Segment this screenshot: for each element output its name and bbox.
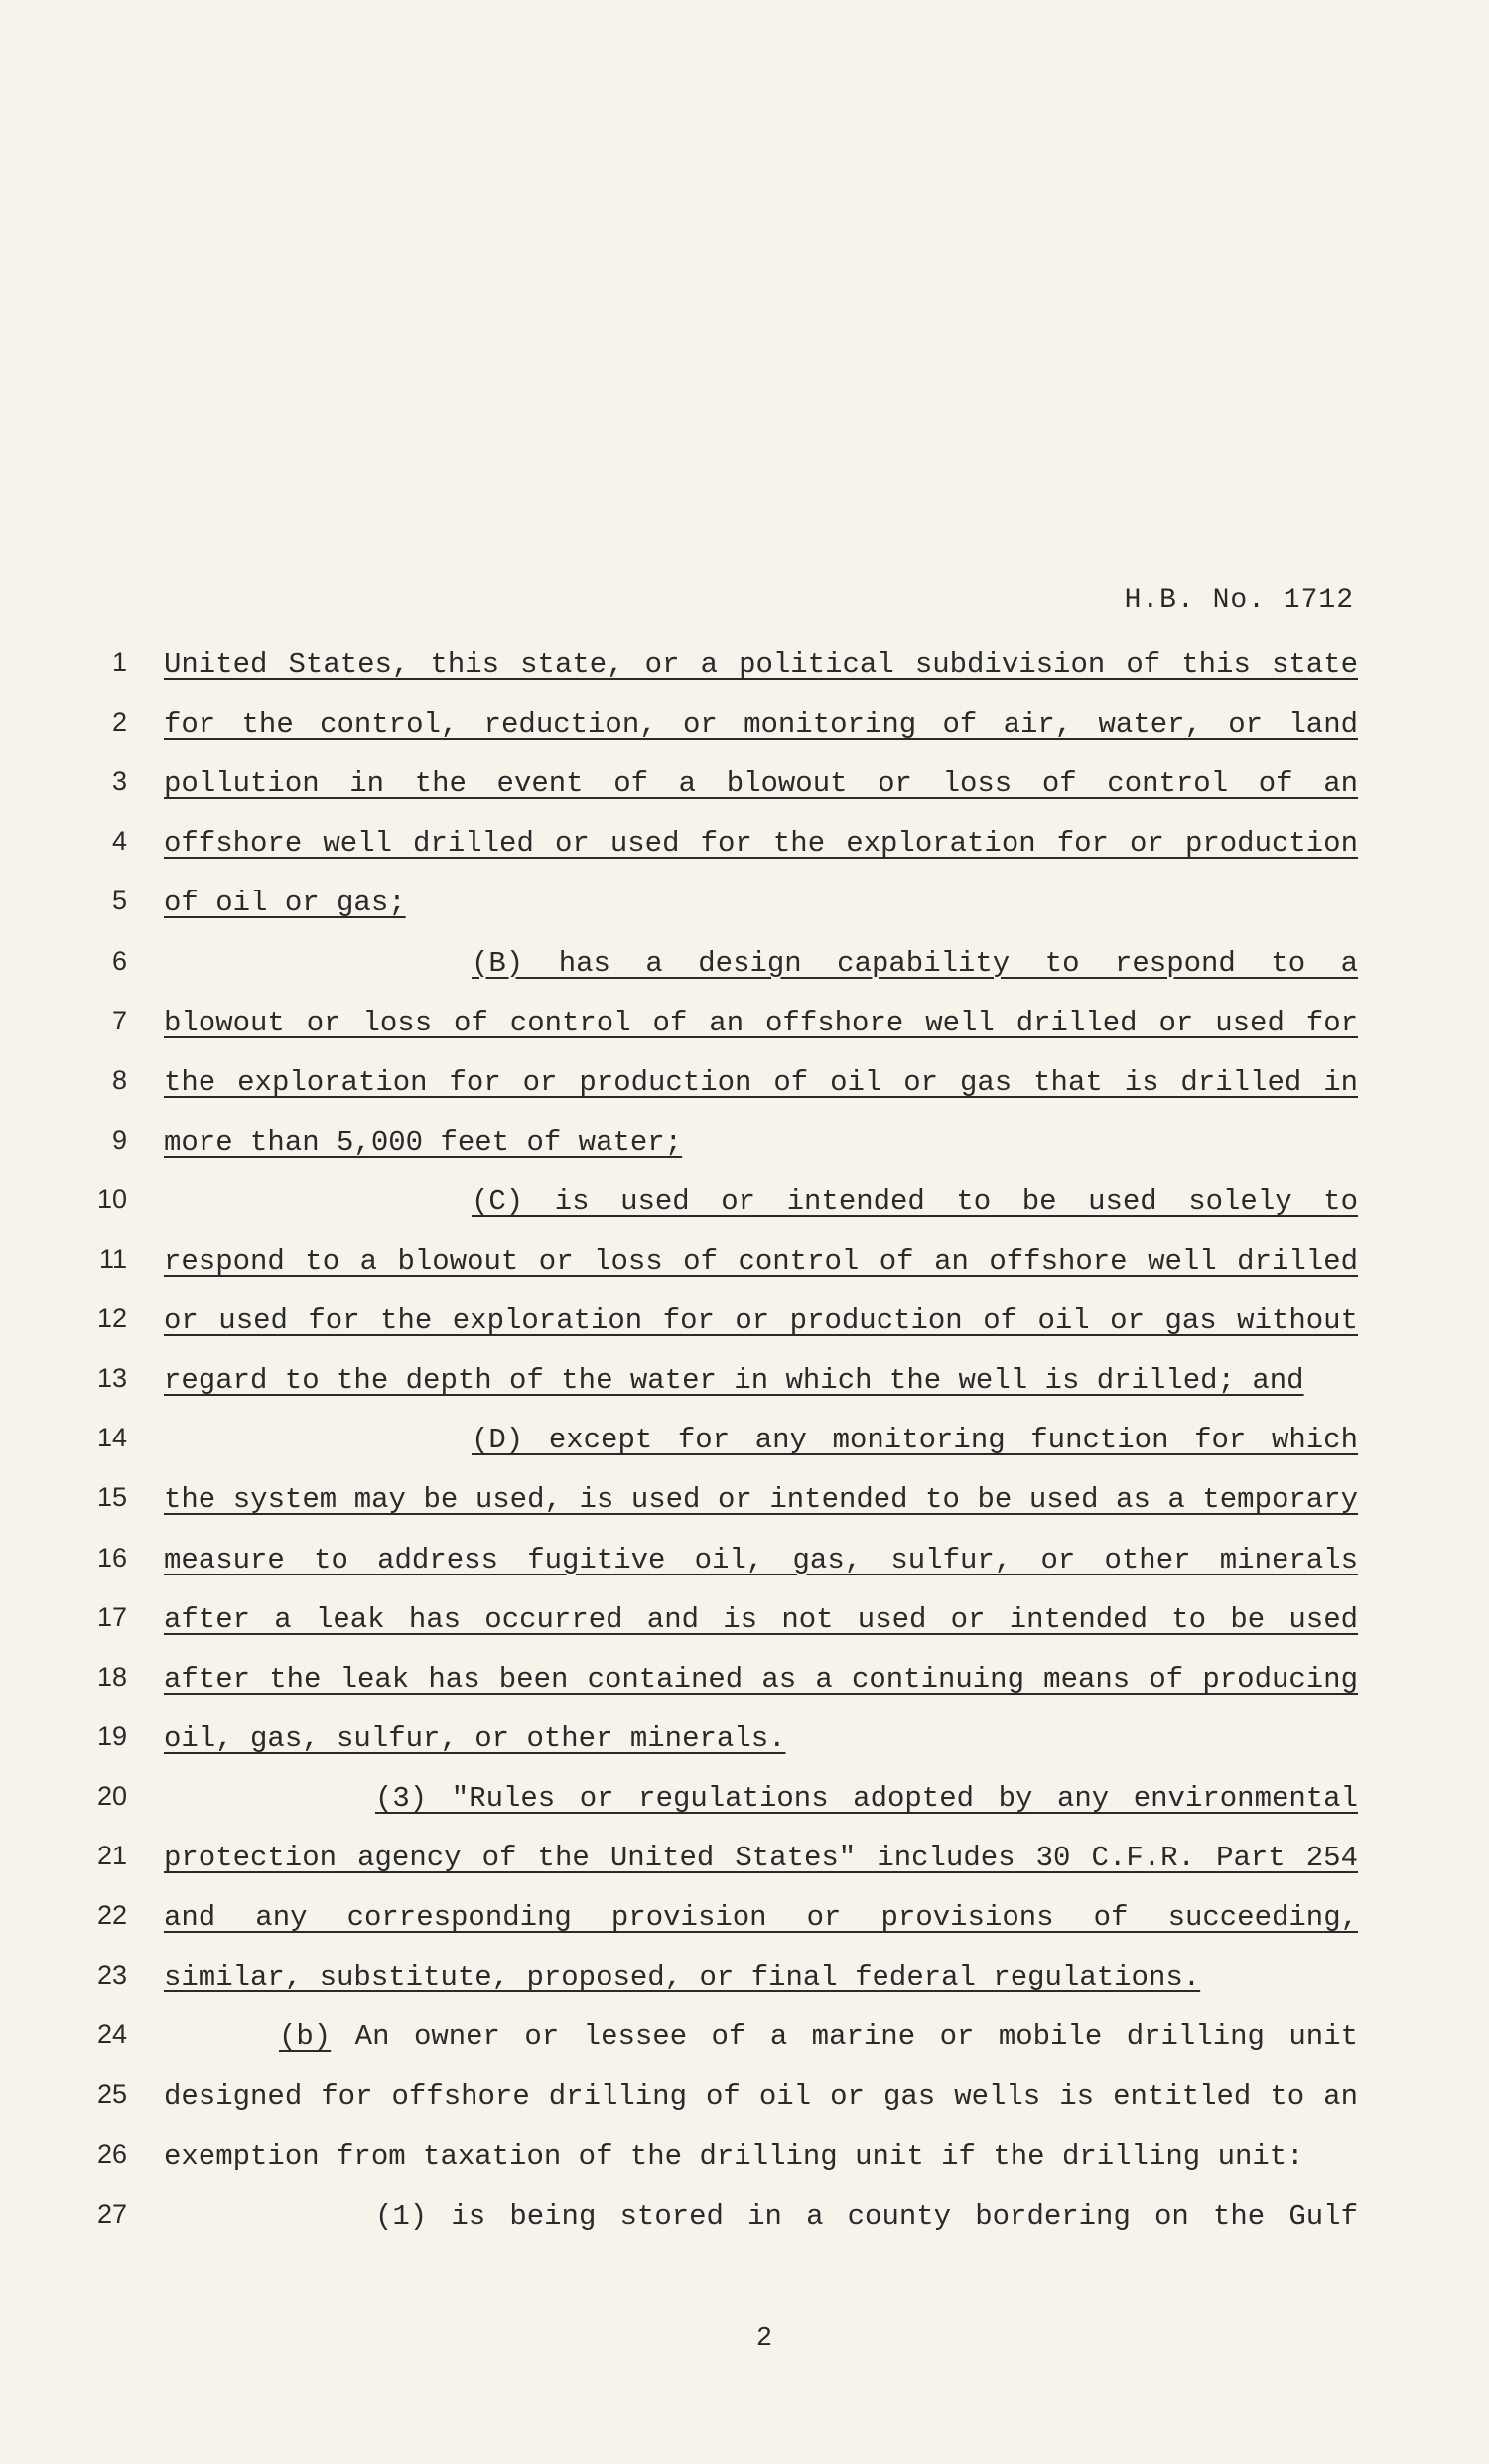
line-number: 1 [111,647,127,677]
line-text: oil, gas, sulfur, or other minerals. [164,1721,786,1755]
line-text: the exploration for or production of oil or gas that is drilled in [164,1065,1358,1099]
line-text: respond to a blowout or loss of control of an offshore well drilled [164,1245,1358,1278]
line-number: 5 [111,886,127,916]
line-text: pollution in the event of a blowout or loss of control of an [164,767,1358,801]
line-text: (D) except for any monitoring function for which [472,1424,1358,1457]
line-number: 24 [96,2019,127,2050]
line-text: the system may be used, is used or intended to be used as a temporary [164,1483,1358,1517]
bill-line [0,1065,1489,1115]
line-text: (b) An owner or lessee of a marine or mobile drilling unit [279,2020,1358,2054]
line-number: 4 [111,826,127,857]
bill-line [0,1841,1489,1890]
bill-line [0,1900,1489,1950]
line-number: 23 [96,1960,127,1990]
line-text: measure to address fugitive oil, gas, sulfur, or other minerals [164,1543,1358,1576]
page-number: 2 [755,2324,773,2354]
bill-line [0,946,1489,996]
bill-line [0,1184,1489,1234]
bill-line [0,1244,1489,1294]
bill-line [0,1781,1489,1831]
line-number: 16 [96,1542,127,1573]
line-text: (C) is used or intended to be used solely to [472,1184,1358,1218]
line-text: after a leak has occurred and is not used or intended to be used [164,1602,1358,1636]
bill-line [0,1363,1489,1413]
bill-number-header: H.B. No. 1712 [1124,585,1354,616]
line-number: 22 [96,1900,127,1931]
bill-line [0,766,1489,816]
line-text: (3) "Rules or regulations adopted by any environmental [375,1781,1358,1815]
line-text: and any corresponding provision or provisions of succeeding, [164,1901,1358,1935]
bill-line [0,1721,1489,1771]
line-number: 20 [96,1780,127,1811]
line-text: for the control, reduction, or monitoring of air, water, or land [164,708,1358,742]
line-text: regard to the depth of the water in which the well is drilled; and [164,1364,1304,1398]
bill-line [0,1543,1489,1592]
bill-line [0,2139,1489,2189]
bill-line [0,886,1489,935]
line-number: 2 [111,707,127,738]
line-text: exemption from taxation of the drilling unit if the drilling unit: [164,2139,1304,2173]
bill-line [0,1482,1489,1532]
line-number: 7 [111,1005,127,1035]
bill-line [0,1423,1489,1472]
line-number: 25 [96,2079,127,2110]
line-number: 18 [96,1661,127,1692]
bill-line [0,2079,1489,2128]
bill-line [0,2019,1489,2069]
line-number: 19 [96,1720,127,1751]
bill-line [0,1125,1489,1174]
bill-line [0,1662,1489,1711]
bill-line [0,1303,1489,1353]
bill-line [0,1006,1489,1055]
line-number: 9 [111,1124,127,1155]
bill-line [0,2199,1489,2249]
line-number: 8 [111,1064,127,1095]
line-text: similar, substitute, proposed, or final federal regulations. [164,1961,1201,1994]
line-text: more than 5,000 feet of water; [164,1125,683,1159]
line-text: designed for offshore drilling of oil or gas wells is entitled to an [164,2080,1358,2114]
bill-line [0,707,1489,756]
line-text: offshore well drilled or used for the exploration for or production [164,827,1358,861]
line-number: 26 [96,2138,127,2169]
line-text: United States, this state, or a political subdivision of this state [164,648,1358,681]
line-number: 21 [96,1841,127,1870]
line-text: (B) has a design capability to respond to a [472,946,1358,980]
line-number: 6 [111,945,127,976]
line-text: or used for the exploration for or production of oil or gas without [164,1304,1358,1338]
line-number: 10 [96,1183,127,1214]
line-number: 14 [96,1423,127,1453]
line-number: 27 [96,2198,127,2229]
bill-line [0,647,1489,697]
line-number: 17 [96,1601,127,1632]
line-text: blowout or loss of control of an offshore well drilled or used for [164,1006,1358,1039]
line-number: 13 [96,1363,127,1394]
line-text: of oil or gas; [164,887,406,920]
line-number: 3 [111,766,127,797]
bill-line [0,1960,1489,2009]
line-text: after the leak has been contained as a continuing means of producing [164,1662,1358,1696]
bill-line [0,1602,1489,1652]
bill-line [0,826,1489,876]
line-text: protection agency of the United States" includes 30 C.F.R. Part 254 [164,1842,1358,1874]
line-number: 15 [96,1482,127,1513]
line-text: (1) is being stored in a county bordering on the Gulf [375,2199,1358,2233]
line-number: 11 [98,1244,127,1274]
line-number: 12 [96,1303,127,1334]
